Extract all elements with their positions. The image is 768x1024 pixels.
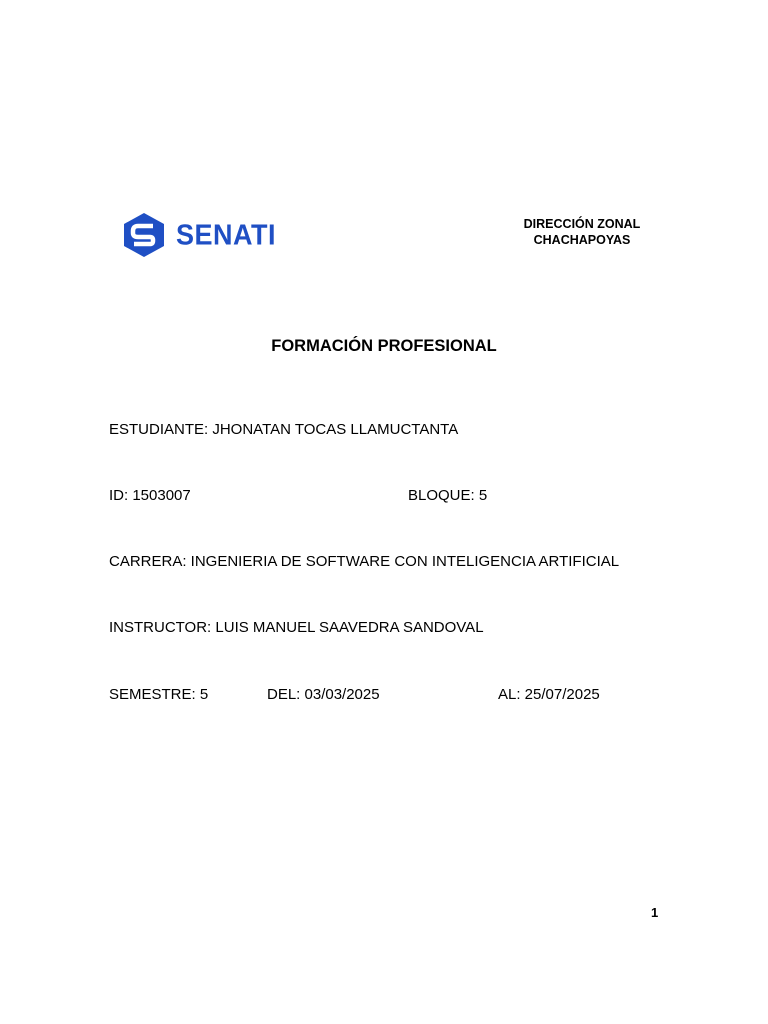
semestre-field: SEMESTRE: 5 — [109, 686, 209, 703]
direccion-line-2: CHACHAPOYAS — [533, 233, 631, 247]
carrera-field: CARRERA: INGENIERIA DE SOFTWARE CON INTELIGENCIA ARTIFICIAL — [109, 553, 620, 570]
del-date-field: DEL: 03/03/2025 — [267, 686, 380, 703]
estudiante-field: ESTUDIANTE: JHONATAN TOCAS LLAMUCTANTA — [109, 421, 459, 438]
id-field: ID: 1503007 — [109, 487, 191, 504]
senati-emblem-icon — [122, 212, 166, 258]
direccion-zonal — [509, 216, 655, 248]
senati-logo — [122, 211, 276, 259]
bloque-field: BLOQUE: 5 — [408, 487, 488, 504]
direccion-line-1: DIRECCIÓN ZONAL — [523, 217, 641, 231]
document-title: FORMACIÓN PROFESIONAL — [271, 337, 497, 355]
al-date-field: AL: 25/07/2025 — [498, 686, 600, 703]
logo-wordmark: SENATI — [176, 218, 277, 251]
page-number: 1 — [651, 905, 659, 920]
instructor-field: INSTRUCTOR: LUIS MANUEL SAAVEDRA SANDOVAL — [109, 619, 484, 636]
